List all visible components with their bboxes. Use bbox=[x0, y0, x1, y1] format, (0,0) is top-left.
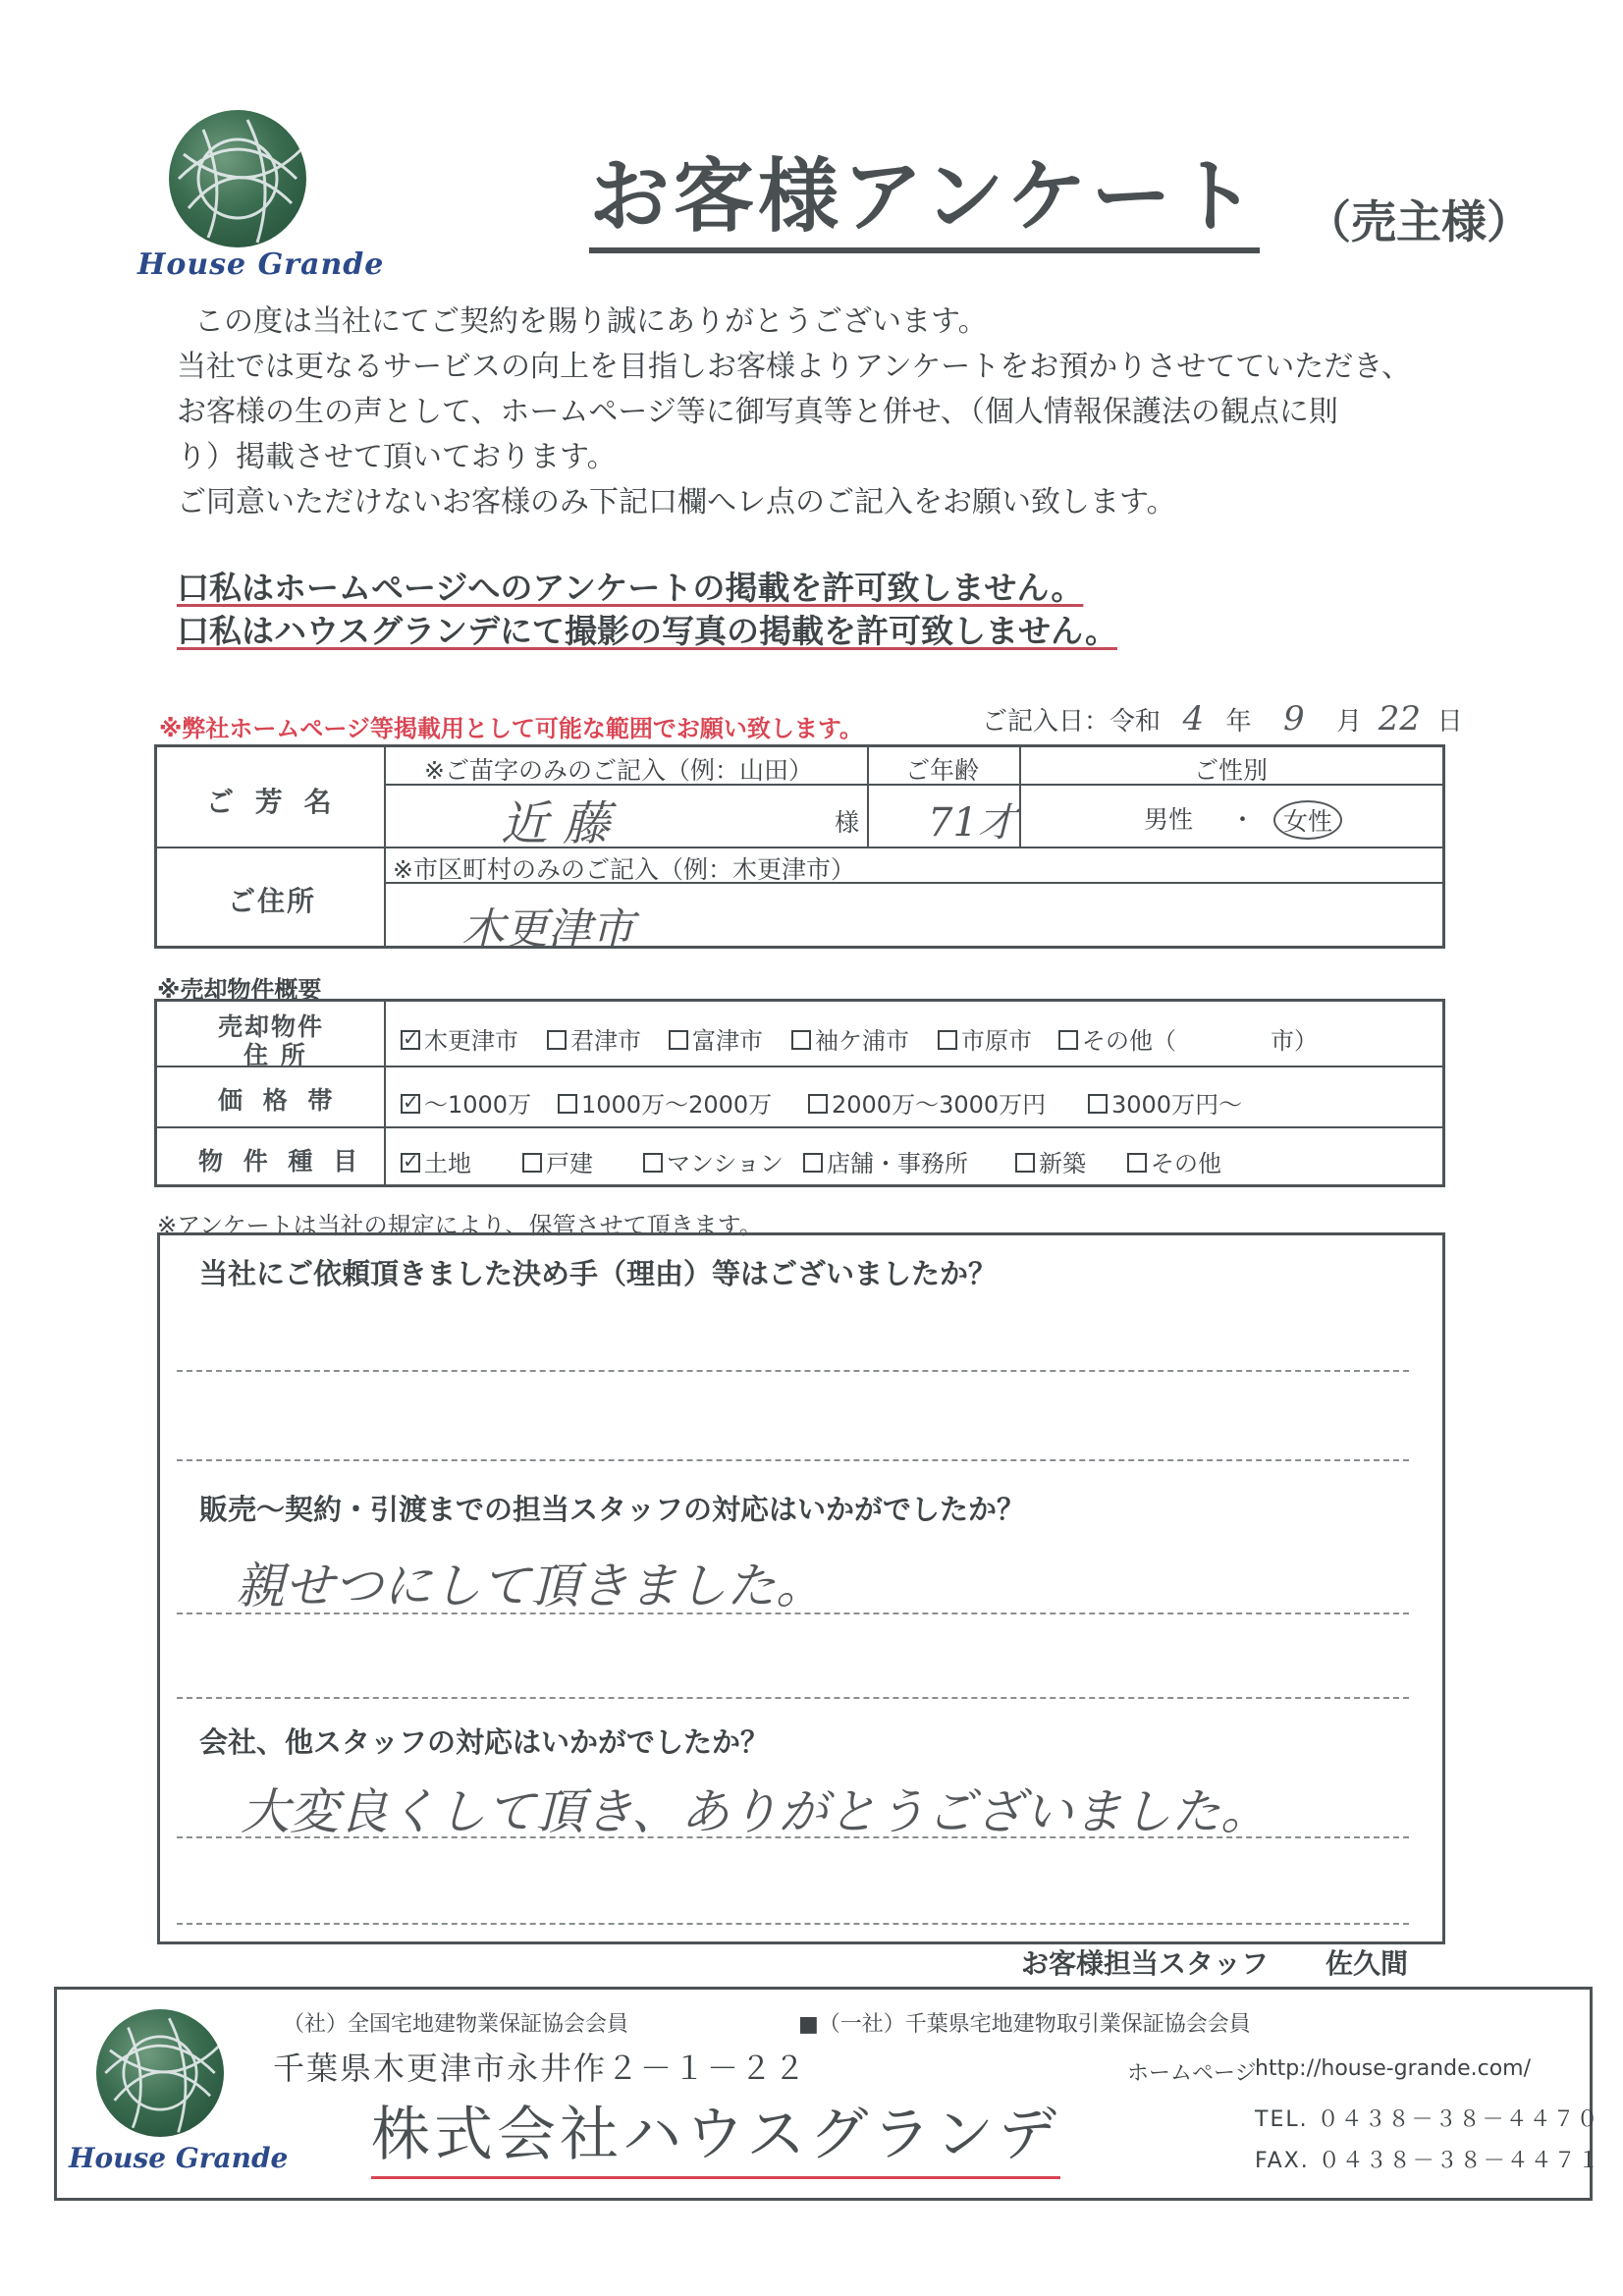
option-other-type[interactable]: その他 bbox=[1127, 1144, 1221, 1178]
age-label: ご年齢 bbox=[905, 756, 980, 785]
option-futtsu[interactable]: 富津市 bbox=[669, 1021, 763, 1056]
association-1: （社）全国宅地建物業保証協会会員 bbox=[283, 2012, 629, 2037]
gender-label: ご性別 bbox=[1194, 756, 1269, 785]
intro-line: この度は当社にてご契約を賜り誠にありがとうございます。 bbox=[194, 304, 988, 339]
footer-logo-text: House Grande bbox=[69, 2142, 289, 2174]
staff-name: 佐久間 bbox=[1325, 1947, 1409, 1980]
option-price-2[interactable]: 1000万～2000万 bbox=[558, 1085, 772, 1120]
name-field[interactable]: 近 藤 bbox=[501, 796, 611, 851]
page-subtitle: （売主様） bbox=[1306, 195, 1532, 248]
date-month-unit: 月 bbox=[1336, 707, 1363, 737]
option-kisarazu[interactable]: ✓木更津市 bbox=[401, 1021, 518, 1056]
age-field[interactable]: 71才 bbox=[928, 800, 1017, 846]
option-mansion[interactable]: マンション bbox=[643, 1144, 784, 1178]
date-label: ご記入日：令和 bbox=[982, 707, 1162, 737]
survey-note: ※アンケートは当社の規定により、保管させて頂きます。 bbox=[157, 1212, 763, 1239]
option-new[interactable]: 新築 bbox=[1015, 1144, 1086, 1178]
gender-separator: ・ bbox=[1230, 805, 1256, 834]
optout-survey-checkbox[interactable]: 口私はホームページへのアンケートの掲載を許可致しません。 bbox=[177, 569, 1084, 607]
globe-icon bbox=[96, 2009, 224, 2137]
name-suffix: 様 bbox=[835, 808, 860, 837]
answer-2[interactable]: 親せつにして頂きました。 bbox=[236, 1558, 825, 1614]
date-year[interactable]: 4 bbox=[1182, 699, 1205, 738]
staff-label: お客様担当スタッフ bbox=[1021, 1947, 1270, 1980]
fax: FAX. ０４３８－３８－４４７１ bbox=[1255, 2149, 1601, 2173]
option-store[interactable]: 店舗・事務所 bbox=[803, 1144, 968, 1178]
date-year-unit: 年 bbox=[1225, 707, 1252, 737]
option-price-1[interactable]: ✓～1000万 bbox=[401, 1085, 531, 1120]
entry-date bbox=[982, 699, 1463, 738]
intro-text bbox=[177, 300, 1483, 525]
answer-3[interactable]: 大変良くして頂き、ありがとうございました。 bbox=[241, 1783, 1270, 1840]
intro-line: お客様の生の声として、ホームページ等に御写真等と併せ、（個人情報保護法の観点に則 bbox=[177, 395, 1338, 429]
tel: TEL. ０４３８－３８－４４７０ bbox=[1255, 2107, 1600, 2132]
intro-line: ご同意いただけないお客様のみ下記口欄へレ点のご記入をお願い致します。 bbox=[177, 485, 1176, 519]
question-3: 会社、他スタッフの対応はいかがでしたか？ bbox=[199, 1725, 770, 1759]
option-land[interactable]: ✓土地 bbox=[401, 1144, 471, 1178]
question-2: 販売～契約・引渡までの担当スタッフの対応はいかがでしたか？ bbox=[199, 1493, 1026, 1526]
option-house[interactable]: 戸建 bbox=[522, 1144, 593, 1178]
option-other-city[interactable]: その他（ 市） bbox=[1058, 1021, 1318, 1056]
option-ichihara[interactable]: 市原市 bbox=[938, 1021, 1032, 1056]
property-address-label-line1: 売却物件 bbox=[218, 1012, 325, 1041]
homepage-label: ホームページ bbox=[1127, 2061, 1257, 2086]
globe-icon bbox=[169, 110, 306, 247]
option-price-3[interactable]: 2000万～3000万円 bbox=[808, 1085, 1046, 1120]
date-day[interactable]: 22 bbox=[1378, 699, 1421, 738]
footer-logo bbox=[96, 2009, 224, 2137]
option-sodegaura[interactable]: 袖ケ浦市 bbox=[791, 1021, 909, 1056]
logo-text: House Grande bbox=[137, 247, 385, 282]
footer bbox=[54, 1987, 1601, 2201]
name-hint: ※ご苗字のみのご記入（例：山田） bbox=[424, 756, 813, 785]
intro-line: 当社では更なるサービスの向上を目指しお客様よりアンケートをお預かりさせてていただき、 bbox=[177, 350, 1411, 384]
homepage-link[interactable]: http://house-grande.com/ bbox=[1255, 2056, 1532, 2081]
question-1: 当社にご依頼頂きました決め手（理由）等はございましたか？ bbox=[199, 1257, 998, 1290]
address-hint: ※市区町村のみのご記入（例：木更津市） bbox=[393, 855, 855, 884]
price-range-label: 価 格 帯 bbox=[218, 1086, 339, 1115]
page-title: お客様アンケート bbox=[589, 157, 1260, 253]
property-section-title: ※売却物件概要 bbox=[157, 976, 322, 1004]
address-label: ご住所 bbox=[228, 885, 317, 917]
notice-red: ※弊社ホームページ等掲載用として可能な範囲でお願い致します。 bbox=[159, 715, 863, 742]
name-label: ご 芳 名 bbox=[206, 786, 338, 818]
option-price-4[interactable]: 3000万円～ bbox=[1088, 1085, 1242, 1120]
optout-photo-checkbox[interactable]: 口私はハウスグランデにて撮影の写真の掲載を許可致しません。 bbox=[177, 612, 1117, 650]
property-address-label-line2: 住 所 bbox=[243, 1041, 307, 1069]
company-name: 株式会社ハウスグランデ bbox=[371, 2088, 1060, 2179]
company-logo bbox=[169, 110, 306, 247]
intro-line: り）掲載させて頂いております。 bbox=[177, 440, 617, 474]
property-type-label: 物 件 種 目 bbox=[198, 1147, 364, 1175]
gender-male-option[interactable]: 男性 bbox=[1144, 805, 1194, 834]
address-field[interactable]: 木更津市 bbox=[461, 904, 634, 955]
option-kimitsu[interactable]: 君津市 bbox=[547, 1021, 641, 1056]
date-month[interactable]: 9 bbox=[1283, 699, 1305, 738]
company-address: 千葉県木更津市永井作２－１－２２ bbox=[273, 2050, 808, 2087]
association-2: ■（一社）千葉県宅地建物取引業保証協会会員 bbox=[798, 2012, 1251, 2037]
date-day-unit: 日 bbox=[1436, 707, 1463, 737]
gender-female-option[interactable]: 女性 bbox=[1273, 800, 1342, 840]
